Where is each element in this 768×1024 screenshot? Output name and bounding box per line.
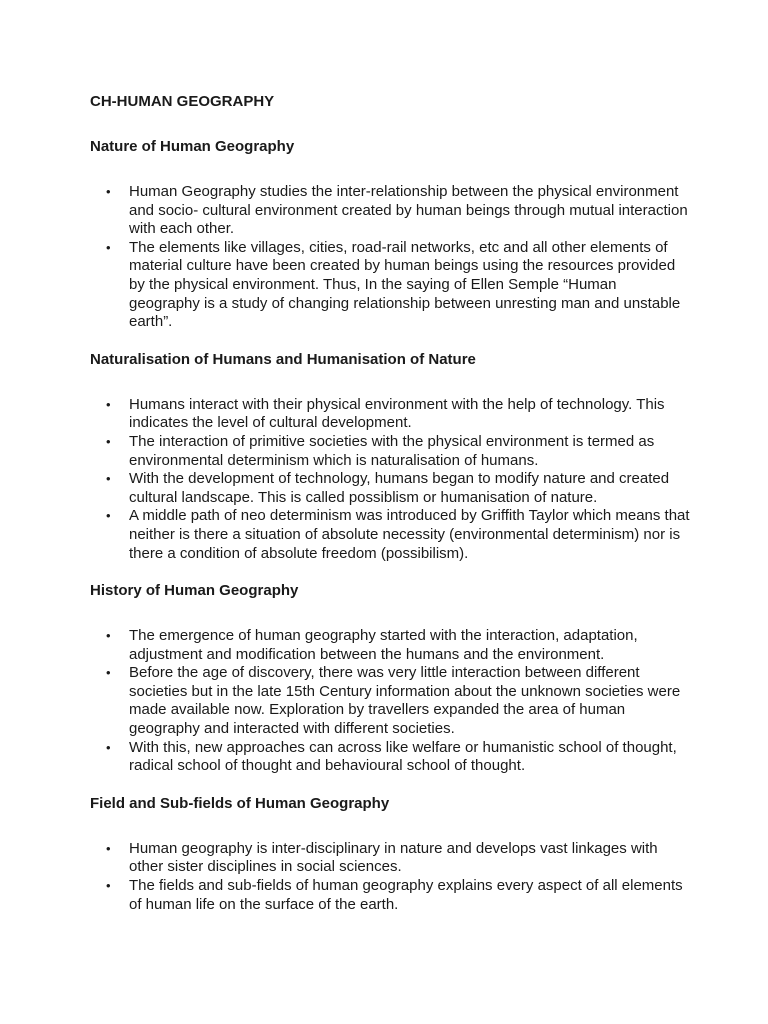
bullet-list [90, 183, 690, 332]
section-heading: Nature of Human Geography [90, 138, 295, 155]
section-nature [90, 138, 690, 332]
bullet-item: • Human Geography studies the inter-relationship between the physical environment and socio- cultural environment created by human beings through mutual interaction with each other. [90, 183, 690, 239]
bullet-item: • The emergence of human geography started with the interaction, adaptation, adjustment and modification between the humans and the environment. [90, 627, 690, 664]
bullet-item: • Human geography is inter-disciplinary in nature and develops vast linkages with other sister disciplines in social sciences. [90, 840, 690, 877]
bullet-list [90, 840, 690, 914]
document-page [90, 93, 690, 933]
bullet-item: • With this, new approaches can across like welfare or humanistic school of thought, radical school of thought and behavioural school of thought. [90, 739, 690, 776]
section-fields [90, 795, 690, 914]
bullet-item: • The fields and sub-fields of human geography explains every aspect of all elements of human life on the surface of the earth. [90, 877, 690, 914]
section-naturalisation [90, 351, 690, 563]
document-title: CH-HUMAN GEOGRAPHY [90, 93, 275, 110]
section-heading: History of Human Geography [90, 582, 299, 600]
section-heading: Naturalisation of Humans and Humanisation of Nature [90, 350, 476, 368]
section-history [90, 582, 690, 776]
bullet-item: • Before the age of discovery, there was very little interaction between different societies but in the late 15th Century information about the unknown societies were made available now. Exploration by travellers expanded the area of human geography and interacted with different societies. [90, 664, 690, 738]
bullet-item: • The elements like villages, cities, road-rail networks, etc and all other elements of material culture have been created by human beings using the resources provided by the physical environment. Thus, In the saying of Ellen Semple “Human geography is a study of changing relationship between unresting man and unstable earth”. [90, 239, 690, 332]
bullet-item: • Humans interact with their physical environment with the help of technology. This indicates the level of cultural development. [90, 396, 690, 433]
bullet-list [90, 627, 690, 776]
bullet-item: • With the development of technology, humans began to modify nature and created cultural landscape. This is called possiblism or humanisation of nature. [90, 470, 690, 507]
section-heading: Field and Sub-fields of Human Geography [90, 794, 390, 812]
bullet-item: • A middle path of neo determinism was introduced by Griffith Taylor which means that neither is there a situation of absolute necessity (environmental determinism) nor is there a condition of absolute freedom (possibilism). [90, 507, 690, 563]
bullet-list [90, 396, 690, 563]
bullet-item: • The interaction of primitive societies with the physical environment is termed as environmental determinism which is naturalisation of humans. [90, 433, 690, 470]
